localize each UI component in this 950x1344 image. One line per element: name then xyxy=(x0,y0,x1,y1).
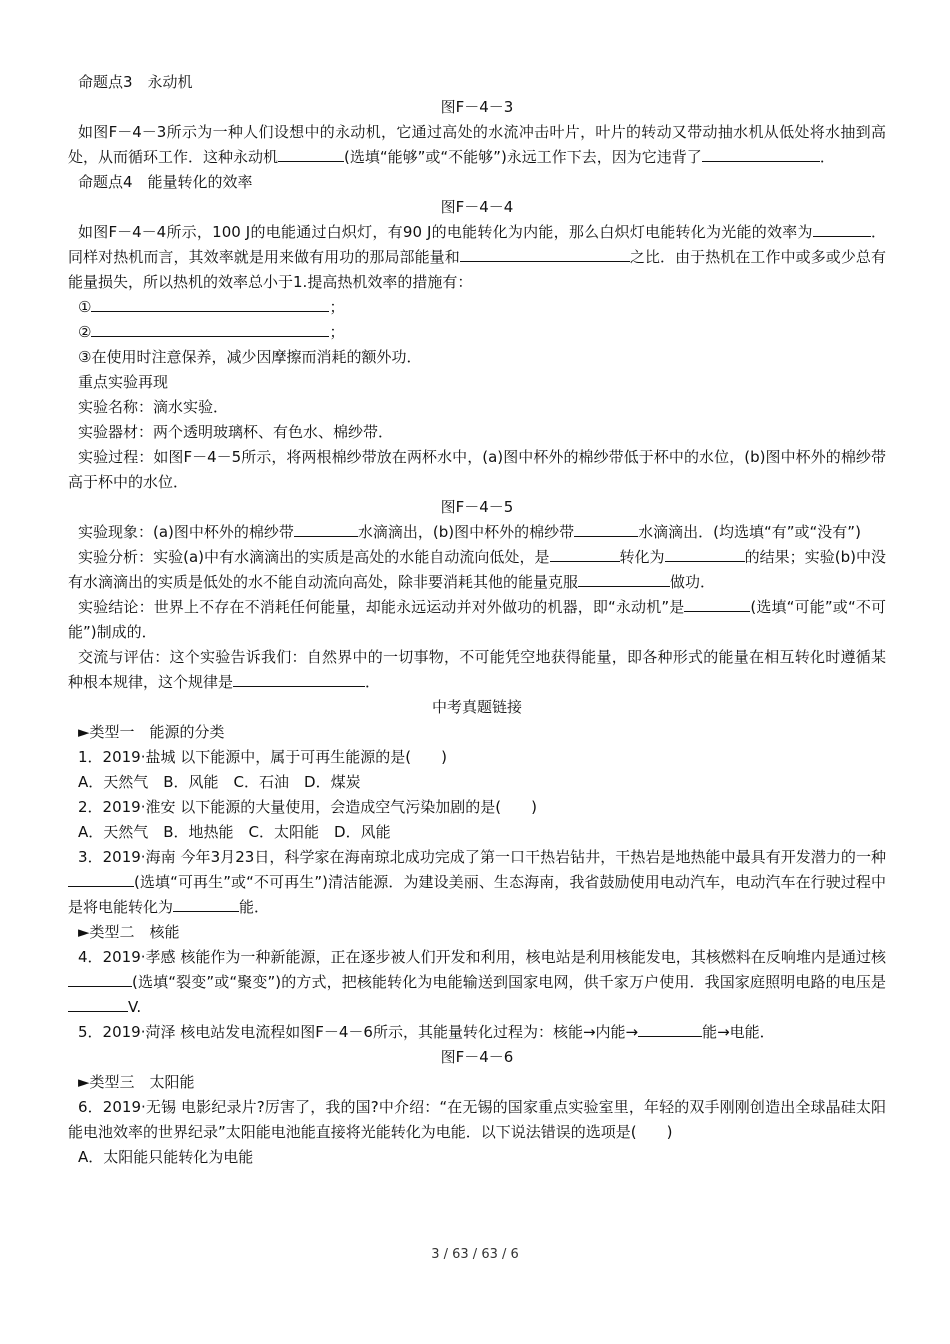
paragraph: 实验结论：世界上不存在不消耗任何能量，却能永远运动并对外做功的机器，即“永动机”是 (选填“可能”或“不可能”)制成的． xyxy=(68,595,886,645)
answer-blank xyxy=(702,145,728,162)
answer-blank xyxy=(294,520,358,537)
paragraph: 实验过程：如图F－4－5所示，将两根棉纱带放在两杯水中，(a)图中杯外的棉纱带低于杯中的水位，(b)图中杯外的棉纱带高于杯中的水位． xyxy=(68,448,886,491)
question-options: A．天然气 B．风能 C．石油 D．煤炭 xyxy=(78,773,361,791)
section-title: 中考真题链接 xyxy=(431,698,522,716)
answer-blank xyxy=(91,295,329,312)
document-body xyxy=(68,70,886,1170)
paragraph: 实验现象：(a)图中杯外的棉纱带 水滴滴出，(b)图中杯外的棉纱带 水滴滴出．(均选填“有”或“没有”) xyxy=(68,520,886,545)
question: 2．2019·淮安 以下能源的大量使用，会造成空气污染加剧的是( ) xyxy=(78,798,537,816)
section-heading: 重点实验再现 xyxy=(78,373,169,391)
list-item: ③在使用时注意保养，减少因摩擦而消耗的额外功． xyxy=(78,348,422,366)
paragraph: 实验分析：实验(a)中有水滴滴出的实质是高处的水能自动流向低处，是 转化为 的结果；实验(b)中没有水滴滴出的实质是低处的水不能自动流向高处，除非要消耗其他的能量克服 做功． xyxy=(68,545,886,595)
answer-blank xyxy=(233,670,365,687)
answer-blank xyxy=(68,970,132,987)
question: 4．2019·孝感 核能作为一种新能源，正在逐步被人们开发和利用，核电站是利用核能发电，其核燃料在反响堆内是通过核(选填“裂变”或“聚变”)的方式，把核能转化为电能输送到国家电网，供千家万户使用．我国家庭照明电路的电压是V. xyxy=(68,945,886,1020)
question-options: A．太阳能只能转化为电能 xyxy=(78,1148,254,1166)
figure-caption: 图F－4－6 xyxy=(440,1048,514,1066)
section-heading: 命题点4 能量转化的效率 xyxy=(78,173,253,191)
question-options: A．天然气 B．地热能 C．太阳能 D．风能 xyxy=(78,823,391,841)
category-heading: ►类型二 核能 xyxy=(78,923,180,941)
answer-blank xyxy=(638,1020,702,1037)
answer-blank xyxy=(578,570,670,587)
answer-blank xyxy=(813,220,871,237)
category-heading: ►类型三 太阳能 xyxy=(78,1073,195,1091)
paragraph: 实验名称：滴水实验． xyxy=(78,398,229,416)
answer-blank xyxy=(68,995,128,1012)
paragraph: 如图F－4－4所示，100 J的电能通过白炽灯，有90 J的电能转化为内能，那么白炽灯电能转化为光能的效率为 ．同样对热机而言，其效率就是用来做有用功的那局部能量和 之比．由于热机在工作中或多或少总有能量损失，所以热机的效率总小于1.提高热机效率的措施有： xyxy=(68,220,886,295)
answer-blank xyxy=(460,245,630,262)
figure-caption: 图F－4－5 xyxy=(440,498,514,516)
question: 1．2019·盐城 以下能源中，属于可再生能源的是( ) xyxy=(78,748,447,766)
page-number: 3 / 63 / 63 / 6 xyxy=(431,1247,519,1262)
list-item: ① ； xyxy=(68,295,886,320)
figure-caption: 图F－4－3 xyxy=(440,98,514,116)
answer-blank xyxy=(68,870,134,887)
answer-blank xyxy=(574,520,638,537)
paragraph: 实验器材：两个透明玻璃杯、有色水、棉纱带． xyxy=(78,423,394,441)
question: 3．2019·海南 今年3月23日，科学家在海南琼北成功完成了第一口干热岩钻井，干热岩是地热能中最具有开发潜力的一种(选填“可再生”或“不可再生”)清洁能源．为建设美丽、生态海南，我省鼓励使用电动汽车，电动汽车在行驶过程中是将电能转化为 能． xyxy=(68,848,886,916)
question: 5．2019·菏泽 核电站发电流程如图F－4－6所示，其能量转化过程为：核能→内能→ 能→电能． xyxy=(68,1020,886,1045)
answer-blank xyxy=(684,595,750,612)
paragraph: 交流与评估：这个实验告诉我们：自然界中的一切事物，不可能凭空地获得能量，即各种形式的能量在相互转化时遵循某种根本规律，这个规律是 ． xyxy=(68,648,886,691)
answer-blank xyxy=(665,545,745,562)
answer-blank xyxy=(728,145,820,162)
category-heading: ►类型一 能源的分类 xyxy=(78,723,225,741)
question: 6．2019·无锡 电影纪录片?厉害了，我的国?中介绍：“在无锡的国家重点实验室里，年轻的双手刚刚创造出全球晶硅太阳能电池效率的世界纪录”太阳能电池能直接将光能转化为电能．以下说法错误的选项是( ) xyxy=(68,1098,886,1141)
answer-blank xyxy=(91,320,329,337)
list-item: ② ； xyxy=(68,320,886,345)
answer-blank xyxy=(278,145,344,162)
answer-blank xyxy=(173,895,239,912)
answer-blank xyxy=(550,545,620,562)
paragraph: 如图F－4－3所示为一种人们设想中的永动机，它通过高处的水流冲击叶片，叶片的转动又带动抽水机从低处将水抽到高处，从而循环工作．这种永动机 (选填“能够”或“不能够”)永远工作下去，因为它违背了 ． xyxy=(68,123,886,166)
section-heading: 命题点3 永动机 xyxy=(78,73,193,91)
figure-caption: 图F－4－4 xyxy=(440,198,514,216)
